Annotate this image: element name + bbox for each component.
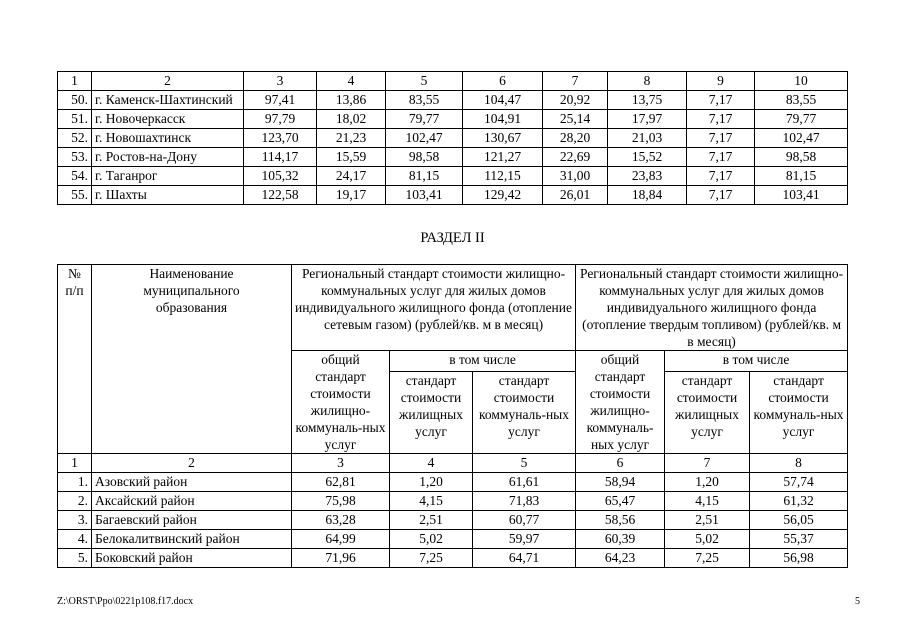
value-cell: 4,15 <box>390 492 473 511</box>
value-cell: 62,81 <box>292 473 390 492</box>
value-cell: 63,28 <box>292 511 390 530</box>
column-number: 8 <box>608 72 687 91</box>
row-number: 1. <box>58 473 92 492</box>
value-cell: 56,98 <box>750 549 848 568</box>
column-number: 2 <box>92 72 244 91</box>
value-cell: 103,41 <box>755 186 848 205</box>
value-cell: 83,55 <box>755 91 848 110</box>
row-number: 4. <box>58 530 92 549</box>
value-cell: 23,83 <box>608 167 687 186</box>
header-housing-solid: стандарт стоимости жилищных услуг <box>665 372 750 454</box>
value-cell: 7,17 <box>687 186 755 205</box>
column-number: 1 <box>58 454 92 473</box>
value-cell: 15,59 <box>317 148 386 167</box>
value-cell: 2,51 <box>665 511 750 530</box>
header-utility-solid: стандарт стоимости коммуналь-ных услуг <box>750 372 848 454</box>
row-number: 54. <box>58 167 92 186</box>
municipality-name: г. Новочеркасск <box>92 110 244 129</box>
value-cell: 7,17 <box>687 129 755 148</box>
value-cell: 103,41 <box>386 186 463 205</box>
value-cell: 104,47 <box>463 91 543 110</box>
value-cell: 130,67 <box>463 129 543 148</box>
row-number: 2. <box>58 492 92 511</box>
value-cell: 13,86 <box>317 91 386 110</box>
row-number: 52. <box>58 129 92 148</box>
value-cell: 71,96 <box>292 549 390 568</box>
value-cell: 98,58 <box>755 148 848 167</box>
municipality-name: г. Шахты <box>92 186 244 205</box>
value-cell: 79,77 <box>755 110 848 129</box>
header-incl-solid: в том числе <box>665 351 848 372</box>
value-cell: 7,17 <box>687 148 755 167</box>
value-cell: 75,98 <box>292 492 390 511</box>
municipality-name: Багаевский район <box>92 511 292 530</box>
table-row <box>58 549 848 568</box>
value-cell: 81,15 <box>755 167 848 186</box>
value-cell: 64,23 <box>576 549 665 568</box>
value-cell: 17,97 <box>608 110 687 129</box>
table-row <box>58 511 848 530</box>
table-header-row <box>58 72 848 91</box>
value-cell: 26,01 <box>543 186 608 205</box>
row-number: 50. <box>58 91 92 110</box>
value-cell: 18,84 <box>608 186 687 205</box>
table-section-1 <box>57 71 848 205</box>
column-number: 3 <box>292 454 390 473</box>
municipality-name: г. Новошахтинск <box>92 129 244 148</box>
row-number: 53. <box>58 148 92 167</box>
table-row <box>58 129 848 148</box>
value-cell: 13,75 <box>608 91 687 110</box>
value-cell: 61,32 <box>750 492 848 511</box>
value-cell: 104,91 <box>463 110 543 129</box>
header-utility-gas: стандарт стоимости коммуналь-ных услуг <box>473 372 576 454</box>
header-name: Наименование муниципального образования <box>92 265 292 454</box>
table-row <box>58 530 848 549</box>
table-row <box>58 492 848 511</box>
value-cell: 7,17 <box>687 110 755 129</box>
value-cell: 28,20 <box>543 129 608 148</box>
municipality-name: Белокалитвинский район <box>92 530 292 549</box>
column-number: 5 <box>386 72 463 91</box>
table-row <box>58 148 848 167</box>
column-number: 6 <box>576 454 665 473</box>
value-cell: 98,58 <box>386 148 463 167</box>
table-row <box>58 110 848 129</box>
municipality-name: г. Ростов-на-Дону <box>92 148 244 167</box>
value-cell: 56,05 <box>750 511 848 530</box>
value-cell: 83,55 <box>386 91 463 110</box>
value-cell: 97,79 <box>244 110 317 129</box>
value-cell: 105,32 <box>244 167 317 186</box>
table-section-2 <box>57 264 848 568</box>
municipality-name: Аксайский район <box>92 492 292 511</box>
value-cell: 65,47 <box>576 492 665 511</box>
column-number: 7 <box>665 454 750 473</box>
header-incl-gas: в том числе <box>390 351 576 372</box>
value-cell: 57,74 <box>750 473 848 492</box>
value-cell: 71,83 <box>473 492 576 511</box>
value-cell: 112,15 <box>463 167 543 186</box>
value-cell: 4,15 <box>665 492 750 511</box>
value-cell: 64,99 <box>292 530 390 549</box>
value-cell: 58,56 <box>576 511 665 530</box>
value-cell: 31,00 <box>543 167 608 186</box>
value-cell: 20,92 <box>543 91 608 110</box>
value-cell: 24,17 <box>317 167 386 186</box>
column-number: 4 <box>317 72 386 91</box>
value-cell: 7,17 <box>687 91 755 110</box>
value-cell: 58,94 <box>576 473 665 492</box>
value-cell: 59,97 <box>473 530 576 549</box>
column-number: 3 <box>244 72 317 91</box>
table-row <box>58 91 848 110</box>
header-housing-gas: стандарт стоимости жилищных услуг <box>390 372 473 454</box>
header-solid: Региональный стандарт стоимости жилищно-коммунальных услуг для жилых домов индивидуального жилищного фонда (отопление твердым топливом) (рублей/кв. м в месяц) <box>576 265 848 351</box>
row-number: 3. <box>58 511 92 530</box>
value-cell: 7,25 <box>390 549 473 568</box>
value-cell: 2,51 <box>390 511 473 530</box>
value-cell: 7,25 <box>665 549 750 568</box>
municipality-name: г. Каменск-Шахтинский <box>92 91 244 110</box>
column-number: 1 <box>58 72 92 91</box>
value-cell: 60,39 <box>576 530 665 549</box>
column-number: 8 <box>750 454 848 473</box>
column-number: 4 <box>390 454 473 473</box>
value-cell: 18,02 <box>317 110 386 129</box>
value-cell: 121,27 <box>463 148 543 167</box>
header-total-gas: общий стандарт стоимости жилищно-коммуналь-ных услуг <box>292 351 390 454</box>
value-cell: 1,20 <box>390 473 473 492</box>
header-num: № п/п <box>58 265 92 454</box>
table-row <box>58 186 848 205</box>
value-cell: 114,17 <box>244 148 317 167</box>
municipality-name: г. Таганрог <box>92 167 244 186</box>
column-number: 6 <box>463 72 543 91</box>
page-number: 5 <box>855 596 860 607</box>
header-gas: Региональный стандарт стоимости жилищно-коммунальных услуг для жилых домов индивидуального жилищного фонда (отопление сетевым газом) (рублей/кв. м в месяц) <box>292 265 576 351</box>
column-number: 5 <box>473 454 576 473</box>
value-cell: 19,17 <box>317 186 386 205</box>
value-cell: 61,61 <box>473 473 576 492</box>
value-cell: 129,42 <box>463 186 543 205</box>
value-cell: 122,58 <box>244 186 317 205</box>
value-cell: 5,02 <box>390 530 473 549</box>
value-cell: 123,70 <box>244 129 317 148</box>
column-number: 7 <box>543 72 608 91</box>
table-row <box>58 167 848 186</box>
value-cell: 22,69 <box>543 148 608 167</box>
value-cell: 15,52 <box>608 148 687 167</box>
column-number: 2 <box>92 454 292 473</box>
row-number: 51. <box>58 110 92 129</box>
value-cell: 81,15 <box>386 167 463 186</box>
value-cell: 102,47 <box>386 129 463 148</box>
value-cell: 5,02 <box>665 530 750 549</box>
table-row <box>58 473 848 492</box>
column-number: 10 <box>755 72 848 91</box>
column-numbers-row <box>58 454 848 473</box>
value-cell: 7,17 <box>687 167 755 186</box>
municipality-name: Боковский район <box>92 549 292 568</box>
value-cell: 60,77 <box>473 511 576 530</box>
value-cell: 102,47 <box>755 129 848 148</box>
municipality-name: Азовский район <box>92 473 292 492</box>
value-cell: 1,20 <box>665 473 750 492</box>
section-title: РАЗДЕЛ II <box>420 230 485 246</box>
header-total-solid: общий стандарт стоимости жилищно-коммуналь-ных услуг <box>576 351 665 454</box>
value-cell: 21,03 <box>608 129 687 148</box>
value-cell: 55,37 <box>750 530 848 549</box>
row-number: 55. <box>58 186 92 205</box>
value-cell: 79,77 <box>386 110 463 129</box>
column-number: 9 <box>687 72 755 91</box>
value-cell: 21,23 <box>317 129 386 148</box>
value-cell: 25,14 <box>543 110 608 129</box>
value-cell: 97,41 <box>244 91 317 110</box>
row-number: 5. <box>58 549 92 568</box>
value-cell: 64,71 <box>473 549 576 568</box>
footer-path: Z:\ORST\Ppo\0221p108.f17.docx <box>57 596 194 607</box>
